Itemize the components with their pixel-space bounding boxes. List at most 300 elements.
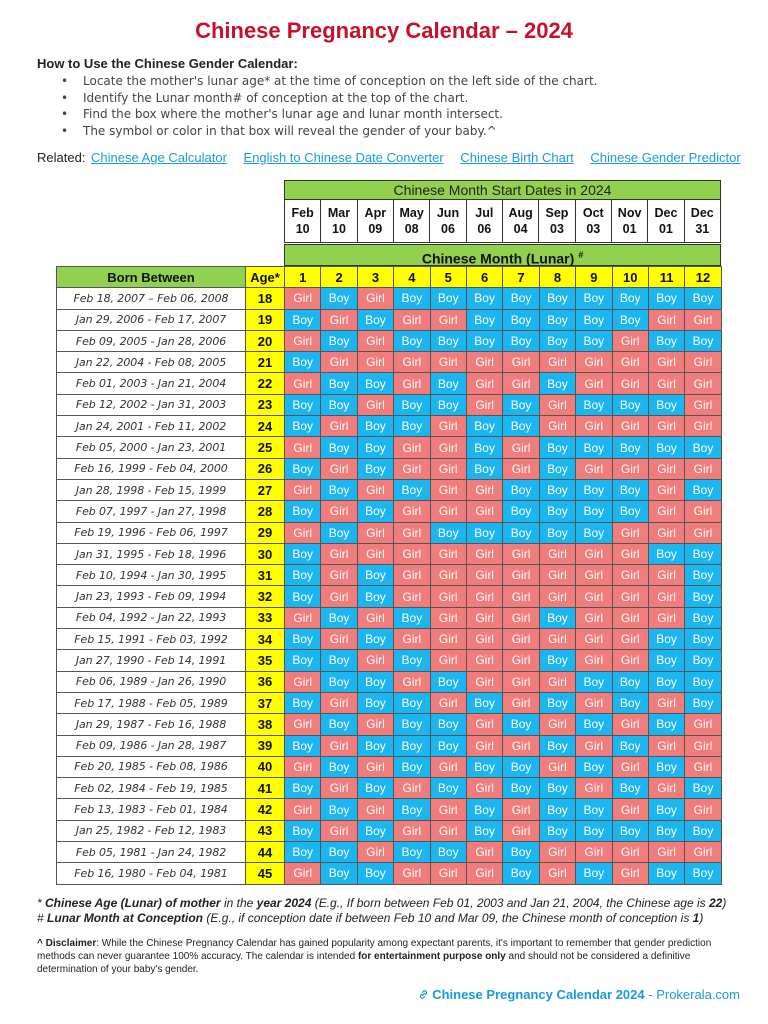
age-footnote-text: (E.g., If born between Feb 01, 2003 and Jan 21, 2004, the Chinese age is	[314, 896, 706, 910]
gender-cell: Girl	[648, 586, 684, 607]
age-cell: 19	[246, 309, 285, 330]
table-row	[57, 671, 722, 692]
gender-cell: Boy	[576, 330, 612, 351]
gender-cell: Girl	[321, 820, 357, 841]
gender-cell: Girl	[285, 373, 321, 394]
gender-cell: Girl	[285, 863, 321, 884]
gender-cell: Boy	[321, 714, 357, 735]
month-start-title: Chinese Month Start Dates in 2024	[284, 180, 721, 200]
gender-cell: Girl	[285, 607, 321, 628]
born-between-cell: Feb 19, 1996 - Feb 06, 1997	[57, 522, 246, 543]
age-cell: 21	[246, 352, 285, 373]
age-cell: 27	[246, 479, 285, 500]
table-row	[57, 778, 722, 799]
gender-cell: Boy	[394, 756, 430, 777]
age-footnote-year: year 2024	[256, 896, 312, 910]
howto-step: • Find the box where the mother's lunar age and lunar month intersect.	[37, 106, 737, 123]
born-between-cell: Feb 06, 1989 - Jan 26, 1990	[57, 671, 246, 692]
born-between-cell: Feb 13, 1983 - Feb 01, 1984	[57, 799, 246, 820]
gender-calendar-table	[56, 266, 722, 885]
month-start-month: Oct	[582, 206, 604, 220]
gender-cell: Boy	[612, 692, 648, 713]
gender-cell: Girl	[357, 607, 393, 628]
table-row	[57, 543, 722, 564]
gender-cell: Boy	[394, 650, 430, 671]
born-between-cell: Feb 04, 1992 - Jan 22, 1993	[57, 607, 246, 628]
born-between-cell: Feb 10, 1994 - Jan 30, 1995	[57, 565, 246, 586]
gender-cell: Boy	[576, 437, 612, 458]
gender-cell: Girl	[321, 458, 357, 479]
born-between-cell: Feb 05, 2000 - Jan 23, 2001	[57, 437, 246, 458]
gender-cell: Girl	[285, 522, 321, 543]
gender-cell: Boy	[321, 799, 357, 820]
gender-cell: Boy	[394, 607, 430, 628]
born-between-cell: Jan 29, 1987 - Feb 16, 1988	[57, 714, 246, 735]
gender-cell: Girl	[576, 352, 612, 373]
gender-cell: Girl	[503, 671, 539, 692]
gender-cell: Girl	[285, 714, 321, 735]
gender-cell: Girl	[430, 458, 466, 479]
footer	[418, 987, 740, 1002]
born-between-cell: Jan 27, 1990 - Feb 14, 1991	[57, 650, 246, 671]
gender-cell: Boy	[648, 863, 684, 884]
gender-cell: Boy	[539, 288, 575, 309]
gender-cell: Girl	[321, 309, 357, 330]
gender-cell: Girl	[430, 799, 466, 820]
age-cell: 33	[246, 607, 285, 628]
gender-cell: Girl	[430, 479, 466, 500]
lunar-month-number: 5	[430, 267, 466, 288]
gender-cell: Boy	[685, 650, 721, 671]
related-label: Related:	[37, 150, 86, 165]
gender-cell: Girl	[576, 650, 612, 671]
month-start-month: Dec	[690, 206, 714, 220]
gender-cell: Boy	[685, 543, 721, 564]
age-footnote-end: )	[722, 896, 727, 910]
gender-cell: Boy	[503, 863, 539, 884]
gender-cell: Girl	[576, 629, 612, 650]
gender-cell: Boy	[285, 501, 321, 522]
gender-cell: Boy	[321, 479, 357, 500]
born-between-cell: Jan 29, 2006 - Feb 17, 2007	[57, 309, 246, 330]
month-start-month: Mar	[327, 206, 351, 220]
gender-cell: Boy	[357, 309, 393, 330]
gender-cell: Boy	[503, 842, 539, 863]
gender-cell: Boy	[394, 799, 430, 820]
table-row	[57, 394, 722, 415]
gender-cell: Boy	[503, 756, 539, 777]
month-start-month: Jun	[436, 206, 460, 220]
gender-cell: Girl	[576, 586, 612, 607]
born-between-cell: Jan 25, 1982 - Feb 12, 1983	[57, 820, 246, 841]
gender-cell: Boy	[612, 479, 648, 500]
gender-cell: Boy	[648, 650, 684, 671]
gender-cell: Girl	[430, 437, 466, 458]
gender-cell: Boy	[430, 288, 466, 309]
gender-cell: Girl	[539, 543, 575, 564]
age-cell: 35	[246, 650, 285, 671]
howto-step: • The symbol or color in that box will reveal the gender of your baby.^	[37, 123, 737, 140]
gender-cell: Girl	[685, 735, 721, 756]
gender-cell: Boy	[394, 330, 430, 351]
age-cell: 32	[246, 586, 285, 607]
gender-cell: Girl	[503, 650, 539, 671]
age-cell: 36	[246, 671, 285, 692]
gender-cell: Boy	[394, 692, 430, 713]
month-start-date	[612, 200, 648, 242]
gender-cell: Boy	[648, 437, 684, 458]
gender-cell: Girl	[685, 799, 721, 820]
gender-cell: Girl	[648, 416, 684, 437]
gender-cell: Girl	[357, 479, 393, 500]
gender-cell: Girl	[357, 714, 393, 735]
gender-cell: Girl	[430, 352, 466, 373]
gender-cell: Boy	[285, 394, 321, 415]
gender-cell: Girl	[612, 565, 648, 586]
gender-cell: Boy	[685, 820, 721, 841]
gender-cell: Boy	[685, 671, 721, 692]
gender-cell: Girl	[503, 820, 539, 841]
month-start-day: 06	[441, 222, 455, 236]
born-between-cell: Feb 16, 1980 - Feb 04, 1981	[57, 863, 246, 884]
gender-cell: Girl	[685, 458, 721, 479]
gender-cell: Girl	[430, 607, 466, 628]
gender-cell: Girl	[685, 416, 721, 437]
gender-cell: Girl	[503, 799, 539, 820]
gender-cell: Girl	[394, 522, 430, 543]
table-row	[57, 458, 722, 479]
gender-cell: Boy	[612, 778, 648, 799]
lunar-month-number: 9	[576, 267, 612, 288]
gender-cell: Boy	[576, 288, 612, 309]
month-start-day: 03	[586, 222, 601, 236]
age-cell: 42	[246, 799, 285, 820]
gender-cell: Girl	[539, 714, 575, 735]
gender-cell: Girl	[648, 458, 684, 479]
gender-cell: Girl	[430, 309, 466, 330]
disclaimer-label: ^ Disclaimer	[37, 938, 97, 949]
gender-cell: Girl	[321, 352, 357, 373]
gender-cell: Boy	[576, 863, 612, 884]
table-row	[57, 692, 722, 713]
month-start-day: 04	[513, 222, 528, 236]
gender-cell: Girl	[357, 756, 393, 777]
gender-cell: Boy	[503, 330, 539, 351]
gender-cell: Girl	[576, 416, 612, 437]
gender-cell: Girl	[612, 458, 648, 479]
born-between-cell: Jan 28, 1998 - Feb 15, 1999	[57, 479, 246, 500]
born-between-cell: Feb 01, 2003 - Jan 21, 2004	[57, 373, 246, 394]
gender-cell: Boy	[285, 352, 321, 373]
age-cell: 43	[246, 820, 285, 841]
footer-title-link[interactable]: Chinese Pregnancy Calendar 2024	[432, 987, 645, 1002]
gender-cell: Girl	[394, 501, 430, 522]
gender-cell: Boy	[539, 607, 575, 628]
gender-cell: Girl	[430, 501, 466, 522]
gender-cell: Girl	[357, 799, 393, 820]
gender-cell: Boy	[430, 522, 466, 543]
gender-cell: Girl	[430, 820, 466, 841]
howto-step: • Identify the Lunar month# of conception at the top of the chart.	[37, 90, 737, 107]
gender-cell: Boy	[285, 629, 321, 650]
disclaimer-bold: for entertainment purpose only	[357, 951, 506, 962]
gender-cell: Girl	[430, 629, 466, 650]
gender-cell: Boy	[430, 778, 466, 799]
gender-cell: Boy	[466, 522, 502, 543]
gender-cell: Boy	[648, 671, 684, 692]
month-start-date	[503, 200, 539, 242]
month-start-day: 10	[332, 222, 346, 236]
gender-cell: Boy	[539, 522, 575, 543]
gender-cell: Girl	[430, 565, 466, 586]
gender-cell: Girl	[357, 842, 393, 863]
gender-cell: Girl	[466, 842, 502, 863]
gender-cell: Girl	[685, 352, 721, 373]
howto-step: • Locate the mother's lunar age* at the time of conception on the left side of the chart.	[37, 73, 737, 90]
gender-cell: Boy	[503, 309, 539, 330]
gender-cell: Girl	[539, 565, 575, 586]
gender-cell: Girl	[285, 799, 321, 820]
gender-cell: Girl	[466, 778, 502, 799]
gender-cell: Girl	[612, 522, 648, 543]
gender-cell: Boy	[685, 586, 721, 607]
gender-cell: Boy	[648, 756, 684, 777]
gender-cell: Girl	[612, 373, 648, 394]
gender-cell: Girl	[394, 458, 430, 479]
age-cell: 40	[246, 756, 285, 777]
gender-cell: Girl	[576, 373, 612, 394]
gender-cell: Boy	[321, 671, 357, 692]
month-start-dates	[284, 200, 721, 243]
gender-cell: Boy	[466, 692, 502, 713]
age-cell: 24	[246, 416, 285, 437]
gender-cell: Boy	[685, 607, 721, 628]
gender-cell: Girl	[648, 373, 684, 394]
gender-cell: Boy	[503, 416, 539, 437]
link-chinese-age-calculator[interactable]: Chinese Age Calculator	[91, 150, 227, 165]
gender-cell: Girl	[285, 330, 321, 351]
gender-cell: Boy	[648, 820, 684, 841]
gender-cell: Boy	[576, 394, 612, 415]
gender-cell: Girl	[321, 543, 357, 564]
table-header-row	[57, 267, 722, 288]
gender-cell: Boy	[394, 735, 430, 756]
footer-site-link[interactable]: Prokerala.com	[656, 987, 740, 1002]
gender-cell: Boy	[539, 458, 575, 479]
gender-cell: Girl	[466, 501, 502, 522]
born-between-cell: Feb 18, 2007 – Feb 06, 2008	[57, 288, 246, 309]
age-header: Age*	[246, 267, 285, 288]
age-cell: 25	[246, 437, 285, 458]
gender-cell: Girl	[648, 735, 684, 756]
table-row	[57, 352, 722, 373]
gender-cell: Boy	[612, 501, 648, 522]
gender-cell: Girl	[612, 543, 648, 564]
gender-cell: Girl	[648, 309, 684, 330]
gender-cell: Girl	[357, 522, 393, 543]
gender-cell: Girl	[321, 692, 357, 713]
gender-cell: Girl	[685, 714, 721, 735]
gender-cell: Boy	[576, 756, 612, 777]
table-row	[57, 842, 722, 863]
lunar-month-number: 2	[321, 267, 357, 288]
gender-cell: Boy	[466, 437, 502, 458]
gender-cell: Boy	[321, 650, 357, 671]
month-start-month: Sep	[545, 206, 569, 220]
age-cell: 45	[246, 863, 285, 884]
gender-cell: Boy	[685, 330, 721, 351]
table-row	[57, 373, 722, 394]
gender-cell: Boy	[285, 735, 321, 756]
gender-cell: Girl	[285, 288, 321, 309]
month-footnote	[37, 911, 757, 926]
age-cell: 41	[246, 778, 285, 799]
gender-cell: Boy	[576, 479, 612, 500]
born-between-cell: Feb 16, 1999 - Feb 04, 2000	[57, 458, 246, 479]
gender-cell: Boy	[612, 735, 648, 756]
gender-cell: Boy	[430, 714, 466, 735]
gender-cell: Boy	[648, 714, 684, 735]
gender-cell: Boy	[285, 842, 321, 863]
gender-cell: Boy	[539, 692, 575, 713]
gender-cell: Girl	[685, 309, 721, 330]
gender-cell: Boy	[612, 437, 648, 458]
footnotes	[37, 896, 757, 926]
age-cell: 26	[246, 458, 285, 479]
gender-cell: Boy	[285, 309, 321, 330]
gender-cell: Girl	[539, 863, 575, 884]
gender-cell: Girl	[612, 607, 648, 628]
gender-cell: Boy	[394, 416, 430, 437]
month-start-day: 01	[658, 222, 673, 236]
gender-cell: Boy	[357, 437, 393, 458]
gender-cell: Girl	[321, 735, 357, 756]
gender-cell: Boy	[648, 629, 684, 650]
born-between-cell: Jan 22, 2004 - Feb 08, 2005	[57, 352, 246, 373]
link-date-converter[interactable]: English to Chinese Date Converter	[243, 150, 444, 165]
gender-cell: Girl	[648, 607, 684, 628]
gender-cell: Boy	[576, 671, 612, 692]
month-start-date	[358, 200, 394, 242]
born-between-cell: Feb 17, 1988 - Feb 05, 1989	[57, 692, 246, 713]
gender-cell: Boy	[285, 416, 321, 437]
gender-cell: Girl	[503, 692, 539, 713]
gender-cell: Boy	[503, 288, 539, 309]
born-between-cell: Feb 09, 2005 - Jan 28, 2006	[57, 330, 246, 351]
gender-cell: Girl	[612, 352, 648, 373]
lunar-month-number: 1	[285, 267, 321, 288]
gender-cell: Girl	[466, 863, 502, 884]
gender-cell: Girl	[685, 394, 721, 415]
gender-cell: Girl	[430, 692, 466, 713]
link-chinese-gender-predictor[interactable]: Chinese Gender Predictor	[590, 150, 741, 165]
gender-cell: Girl	[321, 416, 357, 437]
gender-cell: Girl	[503, 437, 539, 458]
gender-cell: Girl	[648, 565, 684, 586]
gender-cell: Boy	[357, 671, 393, 692]
gender-cell: Boy	[321, 607, 357, 628]
table-row	[57, 288, 722, 309]
gender-cell: Boy	[321, 437, 357, 458]
gender-cell: Girl	[466, 735, 502, 756]
gender-cell: Boy	[503, 714, 539, 735]
month-start-date	[394, 200, 430, 242]
month-start-day: 09	[368, 222, 383, 236]
gender-cell: Girl	[503, 735, 539, 756]
gender-cell: Boy	[685, 437, 721, 458]
month-start-date	[685, 200, 721, 242]
gender-cell: Girl	[539, 586, 575, 607]
gender-cell: Boy	[685, 692, 721, 713]
month-start-month: Jul	[475, 206, 494, 220]
month-start-date	[467, 200, 503, 242]
age-footnote-value: 22	[709, 896, 723, 910]
born-between-header: Born Between	[57, 267, 246, 288]
gender-cell: Girl	[685, 373, 721, 394]
age-cell: 28	[246, 501, 285, 522]
gender-cell: Girl	[576, 735, 612, 756]
gender-cell: Girl	[685, 522, 721, 543]
table-body	[57, 288, 722, 884]
gender-cell: Boy	[612, 309, 648, 330]
month-footnote-value: 1	[692, 911, 700, 925]
gender-cell: Girl	[321, 586, 357, 607]
gender-cell: Boy	[466, 799, 502, 820]
gender-cell: Girl	[648, 522, 684, 543]
gender-cell: Girl	[576, 458, 612, 479]
gender-cell: Girl	[648, 352, 684, 373]
gender-cell: Girl	[539, 842, 575, 863]
howto-steps	[37, 73, 737, 139]
lunar-month-number: 6	[466, 267, 502, 288]
age-footnote-mid: in the	[223, 896, 254, 910]
gender-cell: Girl	[612, 863, 648, 884]
gender-cell: Boy	[321, 330, 357, 351]
gender-cell: Girl	[648, 778, 684, 799]
gender-cell: Boy	[394, 479, 430, 500]
gender-cell: Boy	[357, 586, 393, 607]
gender-cell: Boy	[321, 288, 357, 309]
gender-cell: Boy	[612, 671, 648, 692]
gender-cell: Girl	[539, 629, 575, 650]
gender-cell: Girl	[394, 352, 430, 373]
howto-heading: How to Use the Chinese Gender Calendar:	[37, 56, 298, 71]
link-chinese-birth-chart[interactable]: Chinese Birth Chart	[460, 150, 574, 165]
month-start-date	[321, 200, 357, 242]
gender-cell: Girl	[321, 501, 357, 522]
born-between-cell: Feb 15, 1991 - Feb 03, 1992	[57, 629, 246, 650]
gender-cell: Girl	[539, 352, 575, 373]
gender-cell: Boy	[539, 820, 575, 841]
gender-cell: Boy	[466, 458, 502, 479]
gender-cell: Girl	[612, 799, 648, 820]
month-footnote-bold: Lunar Month at Conception	[47, 911, 204, 925]
month-footnote-text: (E.g., if conception date if between Feb 10 and Mar 09, the Chinese month of conception is	[206, 911, 690, 925]
month-start-day: 10	[295, 222, 310, 236]
age-cell: 39	[246, 735, 285, 756]
gender-cell: Girl	[285, 756, 321, 777]
footer-separator: -	[644, 987, 657, 1002]
gender-cell: Girl	[612, 842, 648, 863]
table-row	[57, 479, 722, 500]
gender-cell: Boy	[685, 565, 721, 586]
gender-cell: Girl	[285, 479, 321, 500]
gender-cell: Girl	[357, 394, 393, 415]
lunar-month-number: 3	[357, 267, 393, 288]
lunar-month-number: 12	[685, 267, 721, 288]
month-start-date	[576, 200, 612, 242]
age-cell: 31	[246, 565, 285, 586]
